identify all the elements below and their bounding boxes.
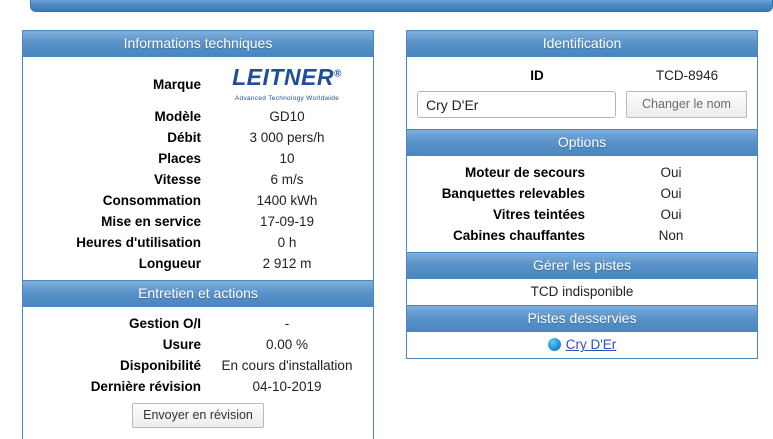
maintenance-label-disponibilite: Disponibilité (120, 358, 201, 373)
panel-pistes-desservies (406, 306, 758, 359)
table-row (23, 190, 373, 211)
table-row (23, 106, 373, 127)
panel-entretien-et-actions (22, 281, 374, 439)
panel-title-entretien-et-actions: Entretien et actions (23, 281, 373, 307)
identification-id-row (407, 63, 757, 87)
table-row (23, 169, 373, 190)
panel-title-pistes-desservies: Pistes desservies (407, 306, 757, 332)
tech-table (23, 63, 373, 274)
tech-value-longueur: 2 912 m (262, 256, 312, 271)
options-table (407, 162, 757, 246)
tech-value-debit: 3 000 pers/h (249, 130, 325, 145)
leitner-logo-word: LEITNER® (232, 64, 342, 90)
leitner-logo (205, 66, 369, 103)
option-label-banquettes-relevables: Banquettes relevables (441, 186, 585, 201)
maintenance-label-derniere-revision: Dernière révision (90, 379, 201, 394)
top-blue-bar (30, 0, 773, 12)
tech-label-longueur: Longueur (138, 256, 201, 271)
table-row (23, 127, 373, 148)
option-value-vitres-teintees: Oui (660, 207, 682, 222)
option-value-banquettes-relevables: Oui (660, 186, 682, 201)
panel-title-gerer-les-pistes: Gérer les pistes (407, 253, 757, 279)
send-to-revision-button[interactable]: Envoyer en révision (132, 403, 264, 428)
table-row (407, 183, 757, 204)
panel-title-identification: Identification (407, 31, 757, 57)
tech-value-modele: GD10 (269, 109, 305, 124)
tech-label-mise-en-service: Mise en service (101, 214, 201, 229)
tech-value-vitesse: 6 m/s (270, 172, 304, 187)
pistes-manage-status: TCD indisponible (530, 284, 634, 299)
maintenance-value-derniere-revision: 04-10-2019 (252, 379, 322, 394)
table-row (23, 232, 373, 253)
panel-body-informations-techniques (23, 57, 373, 280)
table-row (23, 376, 373, 397)
maintenance-value-disponibilite: En cours d'installation (221, 358, 353, 373)
tech-label-vitesse: Vitesse (153, 172, 201, 187)
maintenance-label-usure: Usure (162, 337, 201, 352)
table-row (23, 334, 373, 355)
leitner-logo-tagline: Advanced Technology Worldwide (234, 95, 340, 102)
maintenance-value-usure: 0.00 % (265, 337, 309, 352)
tech-value-places: 10 (279, 151, 295, 166)
tech-value-mise-en-service: 17-09-19 (259, 214, 315, 229)
table-row (407, 225, 757, 246)
window-top-strip (0, 0, 773, 16)
name-input[interactable] (417, 91, 616, 118)
table-row (23, 63, 373, 106)
option-value-moteur-de-secours: Oui (660, 165, 682, 180)
piste-link[interactable]: Cry D'Er (565, 337, 617, 352)
tech-label-debit: Débit (167, 130, 201, 145)
panel-informations-techniques (22, 30, 374, 281)
panel-body-options (407, 156, 757, 252)
tech-label-places: Places (158, 151, 201, 166)
panel-gerer-les-pistes (406, 253, 758, 306)
list-item[interactable] (407, 332, 757, 358)
table-row (407, 162, 757, 183)
panel-body-identification (407, 57, 757, 129)
table-row (23, 148, 373, 169)
tech-value-heures-utilisation: 0 h (277, 235, 297, 250)
panel-options (406, 130, 758, 253)
option-label-moteur-de-secours: Moteur de secours (464, 165, 585, 180)
blue-circle-icon (548, 338, 561, 351)
table-row (23, 211, 373, 232)
tech-label-heures-utilisation: Heures d'utilisation (76, 235, 201, 250)
table-row (23, 355, 373, 376)
maintenance-value-gestion-oi: - (284, 316, 290, 331)
panel-title-options: Options (407, 130, 757, 156)
panel-identification (406, 30, 758, 130)
identification-id-value: TCD-8946 (655, 68, 719, 83)
identification-name-row (407, 87, 757, 127)
option-label-vitres-teintees: Vitres teintées (492, 207, 585, 222)
maintenance-actions (23, 397, 373, 435)
identification-id-label: ID (530, 68, 544, 83)
left-column (22, 30, 374, 439)
tech-value-consommation: 1400 kWh (256, 193, 318, 208)
table-row (23, 253, 373, 274)
tech-label-modele: Modèle (154, 109, 201, 124)
rename-button[interactable]: Changer le nom (626, 91, 747, 118)
option-value-cabines-chauffantes: Non (658, 228, 684, 243)
registered-mark-icon: ® (334, 68, 342, 80)
right-column (406, 30, 758, 359)
table-row (407, 204, 757, 225)
panel-title-informations-techniques: Informations techniques (23, 31, 373, 57)
tech-label-marque: Marque (152, 77, 201, 92)
table-row (23, 313, 373, 334)
tech-label-consommation: Consommation (102, 193, 201, 208)
maintenance-label-gestion-oi: Gestion O/I (128, 316, 201, 331)
maintenance-table (23, 313, 373, 397)
option-label-cabines-chauffantes: Cabines chauffantes (452, 228, 585, 243)
panel-body-entretien-et-actions (23, 307, 373, 439)
tech-value-marque (205, 63, 373, 106)
